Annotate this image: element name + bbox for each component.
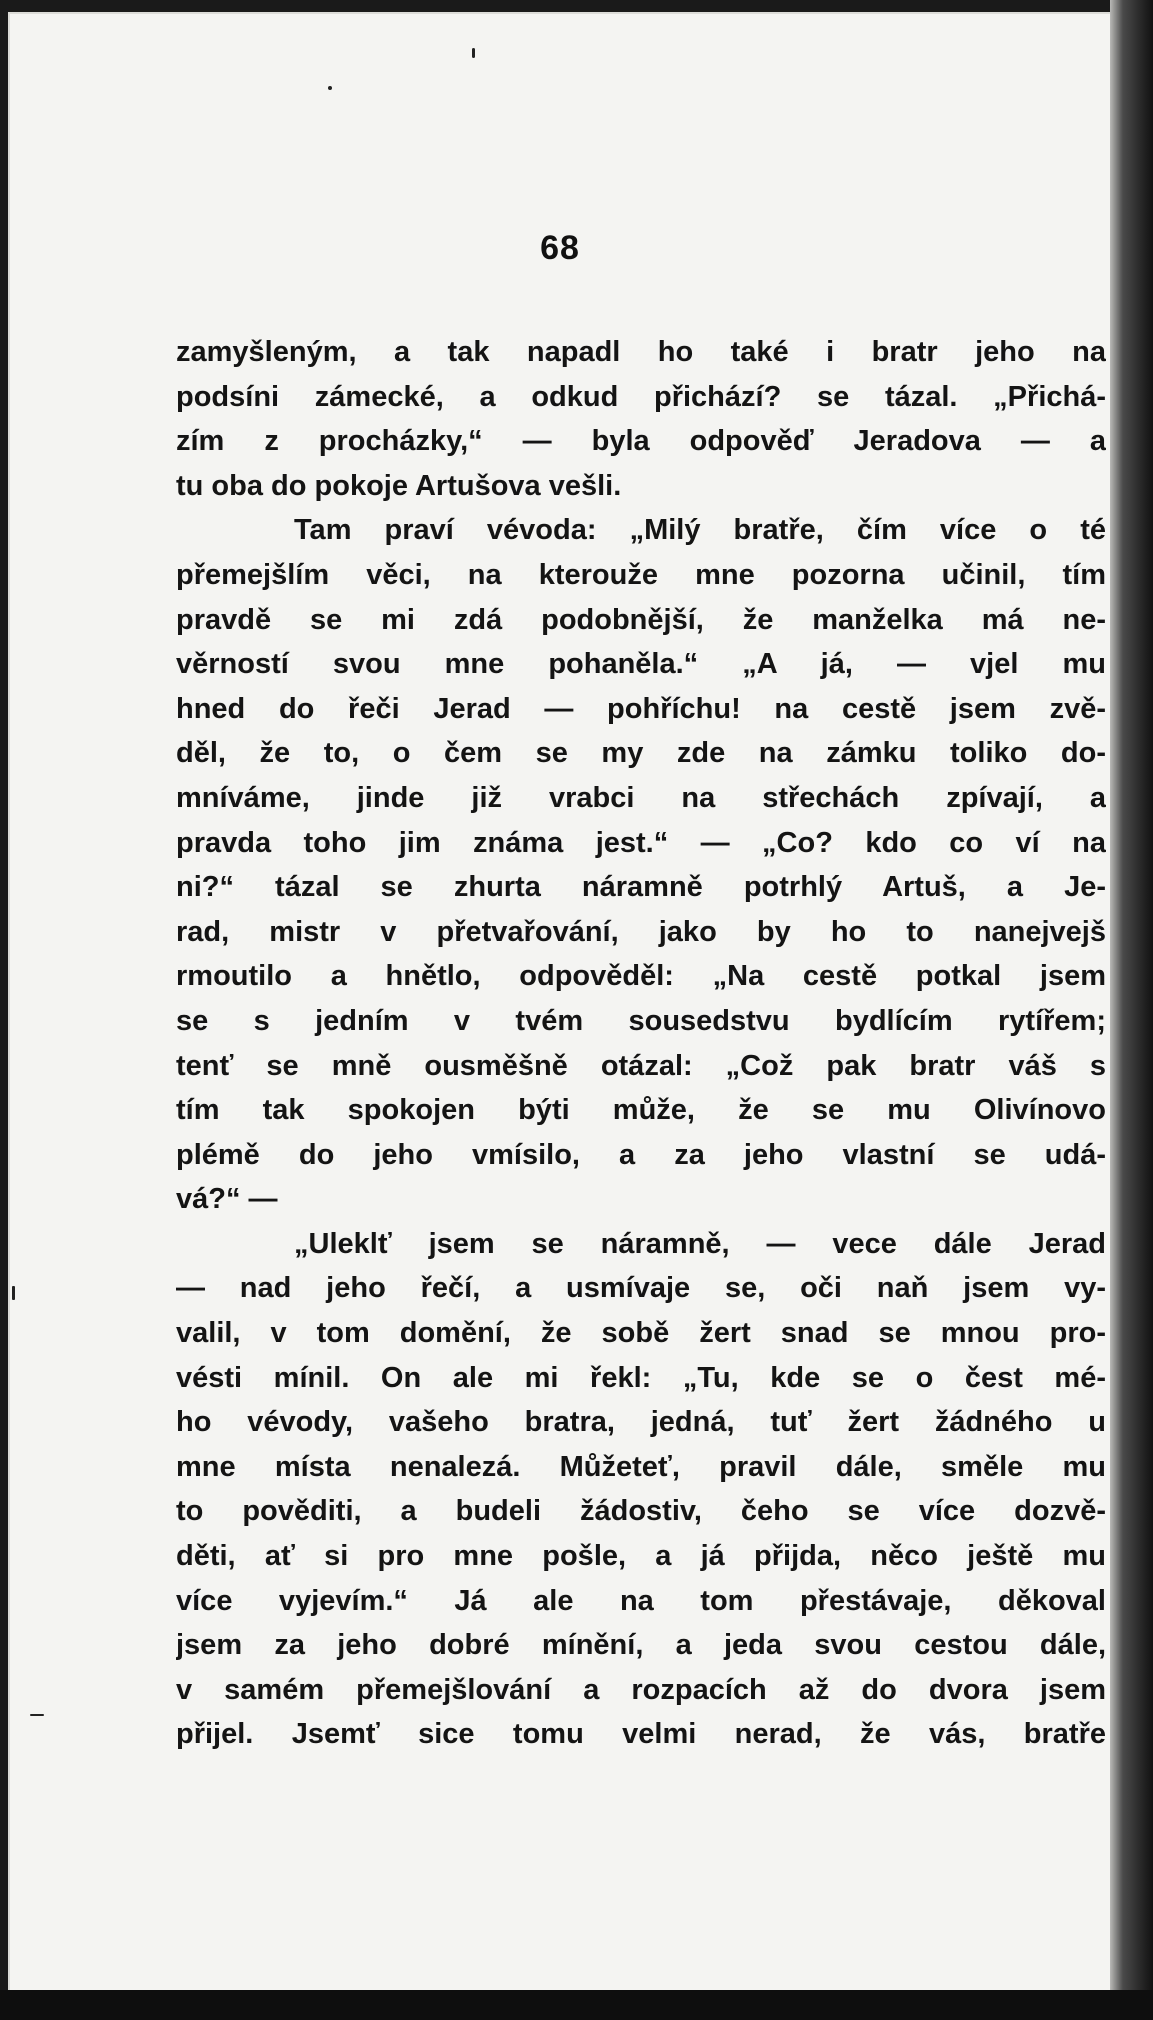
text-line: pravdě se mi zdá podobnější, že manželka má ne- bbox=[176, 603, 1106, 636]
page-number: 68 bbox=[540, 229, 580, 267]
scan-speck bbox=[30, 1714, 44, 1716]
text-line: zamyšleným, a tak napadl ho také i bratr jeho na bbox=[176, 336, 1106, 368]
text-line: věrností svou mne pohaněla.“ „A já, — vjel mu bbox=[176, 648, 1106, 681]
text-line: v samém přemejšlování a rozpacích až do dvora jsem bbox=[176, 1673, 1106, 1706]
text-line: podsíni zámecké, a odkud přichází? se tázal. „Přichá- bbox=[176, 380, 1106, 413]
text-line: Tam praví vévoda: „Milý bratře, čím více o té bbox=[294, 514, 1106, 547]
scan-border-right bbox=[1110, 0, 1153, 2020]
text-line: to pověditi, a budeli žádostiv, čeho se více dozvě- bbox=[176, 1495, 1106, 1528]
text-line: se s jedním v tvém sousedstvu bydlícím rytířem; bbox=[176, 1004, 1106, 1037]
text-line: mne místa nenalezá. Můžeteť, pravil dále, směle mu bbox=[176, 1450, 1106, 1483]
book-page bbox=[10, 14, 1110, 1990]
scan-speck bbox=[12, 1286, 15, 1300]
scan-speck bbox=[328, 86, 332, 90]
text-line: více vyjevím.“ Já ale na tom přestávaje, děkoval bbox=[176, 1584, 1106, 1617]
text-line: tu oba do pokoje Artušova vešli. bbox=[176, 469, 622, 502]
text-line: valil, v tom domění, že sobě žert snad se mnou pro- bbox=[176, 1317, 1106, 1350]
text-line: děl, že to, o čem se my zde na zámku toliko do- bbox=[176, 737, 1106, 770]
text-line: — nad jeho řečí, a usmívaje se, oči naň jsem vy- bbox=[176, 1272, 1106, 1305]
text-line: tím tak spokojen býti může, že se mu Olivínovo bbox=[176, 1094, 1106, 1127]
text-line: rmoutilo a hnětlo, odpověděl: „Na cestě potkal jsem bbox=[176, 960, 1106, 993]
text-line: plémě do jeho vmísilo, a za jeho vlastní se udá- bbox=[176, 1138, 1106, 1171]
text-line: jsem za jeho dobré mínění, a jeda svou cestou dále, bbox=[176, 1629, 1106, 1662]
text-line: hned do řeči Jerad — pohříchu! na cestě jsem zvě- bbox=[176, 692, 1106, 725]
body-text bbox=[176, 330, 1106, 1757]
text-line: přemejšlím věci, na kterouže mne pozorna učinil, tím bbox=[176, 558, 1106, 591]
text-line: ho vévody, vašeho bratra, jedná, tuť žert žádného u bbox=[176, 1406, 1106, 1439]
text-line: tenť se mně ousměšně otázal: „Což pak bratr váš s bbox=[176, 1049, 1106, 1082]
text-line: vá?“ — bbox=[176, 1183, 278, 1216]
text-line: přijel. Jsemť sice tomu velmi nerad, že vás, bratře bbox=[176, 1718, 1106, 1751]
text-line: vésti mínil. On ale mi řekl: „Tu, kde se o čest mé- bbox=[176, 1361, 1106, 1394]
text-line: „Uleklť jsem se náramně, — vece dále Jerad bbox=[294, 1227, 1106, 1260]
text-line: pravda toho jim známa jest.“ — „Co? kdo co ví na bbox=[176, 826, 1106, 859]
text-line: ni?“ tázal se zhurta náramně potrhlý Artuš, a Je- bbox=[176, 871, 1106, 904]
text-line: rad, mistr v přetvařování, jako by ho to nanejvejš bbox=[176, 915, 1106, 948]
scan-border-bottom bbox=[0, 1990, 1153, 2020]
text-line: mníváme, jinde již vrabci na střechách zpívají, a bbox=[176, 781, 1106, 814]
text-line: zím z procházky,“ — byla odpověď Jeradova — a bbox=[176, 425, 1106, 458]
scan-speck bbox=[472, 48, 475, 58]
text-line: děti, ať si pro mne pošle, a já přijda, něco ještě mu bbox=[176, 1540, 1106, 1573]
